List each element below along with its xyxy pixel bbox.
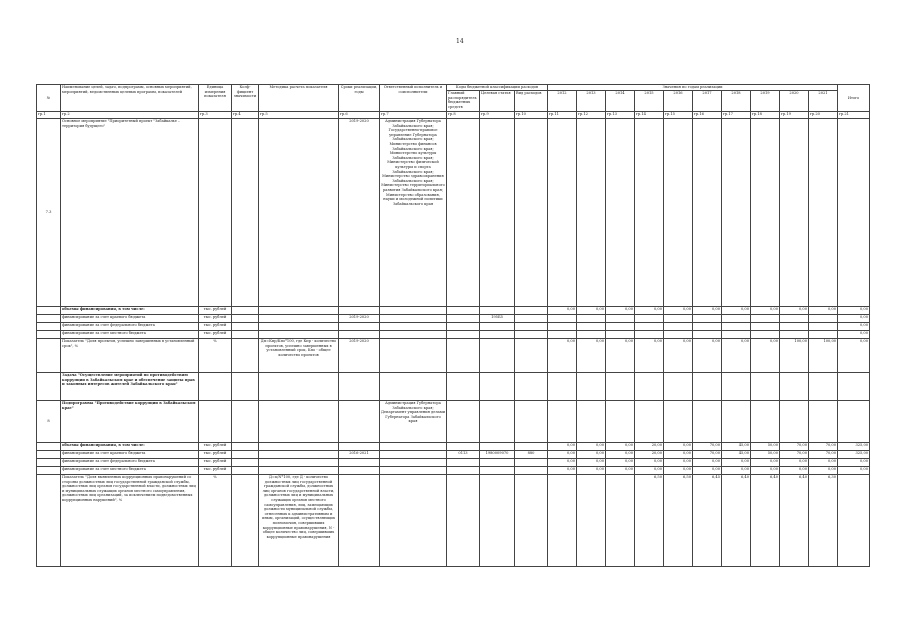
row-number: 8	[37, 401, 61, 443]
column-number: гр.14	[635, 112, 664, 119]
financing-value: 0,00	[606, 307, 635, 315]
financing-value: 0,00	[664, 467, 693, 475]
financing-name: финансирование за счет краевого бюджета	[61, 451, 199, 459]
financing-value	[722, 315, 751, 323]
column-number: гр.8	[447, 112, 480, 119]
empty-cell	[259, 323, 339, 331]
indicator-value: 0,00	[635, 339, 664, 373]
subprogram-name: Подпрограмма "Противодействие коррупции в Забайкальском крае"	[61, 401, 199, 443]
header-coef: Коэф-фициент значимости	[232, 85, 259, 112]
financing-total: 0,00	[838, 467, 870, 475]
column-numbers-row	[37, 112, 870, 119]
financing-row	[37, 451, 870, 459]
financing-value: 0,00	[693, 459, 722, 467]
financing-block-2	[37, 443, 870, 475]
column-number: гр.20	[809, 112, 838, 119]
financing-value: 70,00	[693, 443, 722, 451]
financing-value: 0,00	[606, 443, 635, 451]
column-number: гр.6	[339, 112, 380, 119]
program-table	[36, 84, 870, 567]
financing-value: 45,00	[722, 443, 751, 451]
financing-code	[447, 459, 480, 467]
indicator-name: Показатель "Доля выявленных коррупционных правонарушений со стороны должностных лиц государственной гражданской службы, должностных лиц органов государственной власти, должностных лиц и муниципальных служащих органов местного самоуправления, должностных лиц организаций, за исключением подведомственных коррупционных нарушений", %	[61, 475, 199, 567]
indicator-value	[548, 475, 577, 567]
indicator-value: 6,45	[693, 475, 722, 567]
financing-value	[751, 331, 780, 339]
subprogram-row	[37, 401, 870, 443]
column-number: гр.9	[480, 112, 515, 119]
indicator-total: 0,00	[838, 339, 870, 373]
financing-value: 0,00	[722, 307, 751, 315]
financing-unit: тыс. рублей	[199, 459, 232, 467]
indicator-deadline: 2019-2020	[339, 339, 380, 373]
financing-value: 0,00	[606, 467, 635, 475]
indicator-value: 0,00	[577, 339, 606, 373]
empty-cell	[232, 307, 259, 315]
financing-unit: тыс. рублей	[199, 323, 232, 331]
row-number: 7.3	[37, 119, 61, 307]
financing-value: 0,00	[635, 467, 664, 475]
financing-deadline	[339, 307, 380, 315]
financing-value	[722, 323, 751, 331]
financing-row	[37, 331, 870, 339]
column-number: гр.16	[693, 112, 722, 119]
empty-cell	[232, 323, 259, 331]
financing-value	[664, 323, 693, 331]
financing-name: финансирование за счет федерального бюджета	[61, 323, 199, 331]
financing-value: 0,00	[722, 459, 751, 467]
financing-value	[780, 331, 809, 339]
financing-code: 195Б5	[480, 315, 515, 323]
header-year: 2020	[780, 91, 809, 112]
column-number: гр.1	[37, 112, 61, 119]
financing-total: 0,00	[838, 315, 870, 323]
empty-cell	[232, 315, 259, 323]
financing-code	[480, 459, 515, 467]
financing-value: 45,00	[722, 451, 751, 459]
subprogram-responsible: Администрация Губернатора Забайкальского края; Департамент управления делами Губернатора Забайкальского края	[380, 401, 447, 443]
indicator-total	[838, 475, 870, 567]
financing-code	[515, 467, 548, 475]
financing-unit: тыс. рублей	[199, 451, 232, 459]
financing-total: 325,00	[838, 443, 870, 451]
financing-code: 1980009070	[480, 451, 515, 459]
column-number: гр.15	[664, 112, 693, 119]
financing-value: 0,00	[577, 443, 606, 451]
activity-name: Основное мероприятие "Приоритетный проект "Забайкалье – территория будущего"	[61, 119, 199, 307]
task-row	[37, 373, 870, 401]
column-number: гр.12	[577, 112, 606, 119]
financing-code	[515, 459, 548, 467]
header-total: Итого	[838, 85, 870, 112]
empty-cell	[259, 315, 339, 323]
empty-cell	[259, 331, 339, 339]
financing-unit: тыс. рублей	[199, 443, 232, 451]
financing-value: 0,00	[577, 307, 606, 315]
financing-row	[37, 307, 870, 315]
financing-value: 0,00	[693, 307, 722, 315]
financing-name: объемы финансирования, в том числе:	[61, 443, 199, 451]
financing-deadline: 2016-2021	[339, 451, 380, 459]
financing-value: 0,00	[780, 307, 809, 315]
header-code-col: Целевая статья	[480, 91, 515, 112]
financing-value	[809, 323, 838, 331]
financing-value	[548, 323, 577, 331]
financing-value	[577, 331, 606, 339]
column-number: гр.21	[838, 112, 870, 119]
financing-code	[515, 323, 548, 331]
header-years-group: Значения по годам реализации	[548, 85, 838, 91]
financing-value	[577, 323, 606, 331]
indicator-value: 0,00	[548, 339, 577, 373]
financing-name: финансирование за счет краевого бюджета	[61, 315, 199, 323]
indicator-value: 100,00	[780, 339, 809, 373]
financing-value: 0,00	[722, 467, 751, 475]
empty-cell	[37, 331, 61, 339]
indicator-method: Д=n/N*100, где Д - количество должностных лиц государственной гражданской службы, должностных лиц органов государственной власти, должностных лиц и муниципальных служащих органов местного самоуправления, лиц, замещающих должности муниципальной службы, отнесенных к административным и иным, организаций, осуществляющих полномочия, совершивших коррупционные правонарушения, N - общее количество лиц, совершивших коррупционные правонарушения	[259, 475, 339, 567]
financing-value: 0,00	[809, 459, 838, 467]
indicator-row-2	[37, 475, 870, 567]
column-number: гр.13	[606, 112, 635, 119]
financing-value: 50,00	[751, 451, 780, 459]
empty-cell	[380, 451, 447, 459]
financing-code	[447, 307, 480, 315]
financing-value: 0,00	[635, 307, 664, 315]
indicator-value: 6,30	[809, 475, 838, 567]
financing-value: 70,00	[693, 451, 722, 459]
financing-deadline	[339, 331, 380, 339]
empty-cell	[37, 451, 61, 459]
financing-value: 70,00	[809, 451, 838, 459]
financing-value	[548, 331, 577, 339]
financing-value: 0,00	[664, 459, 693, 467]
financing-value	[809, 315, 838, 323]
financing-value: 0,00	[664, 307, 693, 315]
activity-responsible: Администрация Губернатора Забайкальского края; Государственно-правовое управление Губернатора Забайкальского края; Министерство финансов Забайкальского края; Министерство культуры Забайкальского края; Министерство физической культуры и спорта Забайкальского края; Министерство здравоохранения Забайкальского края; Министерство территориального развития Забайкальского края; Министерство образования, науки и молодежной политики Забайкальского края	[380, 119, 447, 307]
financing-row	[37, 443, 870, 451]
header-name: Наименование целей, задач, подпрограмм, основных мероприятий, мероприятий, ведомственных целевых программ, показателей	[61, 85, 199, 112]
column-number: гр.11	[548, 112, 577, 119]
financing-value	[606, 315, 635, 323]
financing-value	[606, 331, 635, 339]
financing-deadline: 2019-2020	[339, 315, 380, 323]
financing-name: финансирование за счет местного бюджета	[61, 467, 199, 475]
empty-cell	[259, 459, 339, 467]
header-year: 2017	[693, 91, 722, 112]
empty-cell	[37, 443, 61, 451]
financing-row	[37, 315, 870, 323]
financing-code	[480, 307, 515, 315]
indicator-unit: %	[199, 339, 232, 373]
financing-value	[751, 323, 780, 331]
empty-cell	[380, 443, 447, 451]
financing-total: 0,00	[838, 459, 870, 467]
row-main-activity	[37, 119, 870, 307]
financing-value	[722, 331, 751, 339]
financing-code	[515, 331, 548, 339]
empty-cell	[37, 459, 61, 467]
financing-code	[447, 331, 480, 339]
header-year: 2018	[722, 91, 751, 112]
header-code-col: Главный распорядитель бюджетных средств	[447, 91, 480, 112]
column-number: гр.7	[380, 112, 447, 119]
financing-value	[693, 315, 722, 323]
header-year: 2016	[664, 91, 693, 112]
financing-value	[606, 323, 635, 331]
header-method: Методика расчета показателя	[259, 85, 339, 112]
activity-deadline: 2019-2020	[339, 119, 380, 307]
header-deadline: Сроки реализации, годы	[339, 85, 380, 112]
financing-code: 880	[515, 451, 548, 459]
financing-value: 70,00	[809, 443, 838, 451]
financing-value	[751, 315, 780, 323]
financing-value: 0,00	[606, 451, 635, 459]
indicator-value: 6,50	[664, 475, 693, 567]
financing-value: 0,00	[548, 459, 577, 467]
empty-cell	[380, 315, 447, 323]
financing-total: 0,00	[838, 307, 870, 315]
empty-cell	[232, 443, 259, 451]
task-name: Задача "Осуществление мероприятий по противодействию коррупции в Забайкальском крае и обеспечение защиты прав и законных интересов жителей Забайкальского края"	[61, 373, 199, 401]
financing-total: 0,00	[838, 331, 870, 339]
financing-value: 20,00	[635, 451, 664, 459]
financing-code: 0113	[447, 451, 480, 459]
financing-value: 0,00	[577, 451, 606, 459]
empty-cell	[380, 467, 447, 475]
financing-value: 0,00	[751, 467, 780, 475]
indicator-value: 0,00	[693, 339, 722, 373]
financing-code	[515, 315, 548, 323]
financing-value	[693, 331, 722, 339]
financing-value: 0,00	[548, 451, 577, 459]
page-number: 14	[456, 38, 464, 45]
financing-code	[447, 443, 480, 451]
financing-unit: тыс. рублей	[199, 331, 232, 339]
financing-deadline	[339, 443, 380, 451]
financing-value	[664, 331, 693, 339]
financing-value: 0,00	[577, 467, 606, 475]
indicator-value: 6,40	[780, 475, 809, 567]
financing-value: 0,00	[780, 459, 809, 467]
financing-value: 0,00	[606, 459, 635, 467]
financing-value: 0,00	[548, 307, 577, 315]
indicator-row-1	[37, 339, 870, 373]
header-no: №	[37, 85, 61, 112]
financing-value: 20,00	[635, 443, 664, 451]
financing-name: финансирование за счет федерального бюджета	[61, 459, 199, 467]
financing-deadline	[339, 323, 380, 331]
header-unit: Единица измерения показателя	[199, 85, 232, 112]
financing-total: 0,00	[838, 323, 870, 331]
financing-value: 0,00	[664, 443, 693, 451]
financing-deadline	[339, 467, 380, 475]
empty-cell	[232, 331, 259, 339]
indicator-value: 0,00	[664, 339, 693, 373]
indicator-value	[577, 475, 606, 567]
financing-unit: тыс. рублей	[199, 467, 232, 475]
indicator-method: Дп=Кпр/Кпо*100, где Кпр - количество проектов, успешно завершенных в установленный срок, Кпо - общее количество проектов	[259, 339, 339, 373]
financing-value	[548, 315, 577, 323]
empty-cell	[37, 323, 61, 331]
empty-cell	[37, 467, 61, 475]
financing-value	[635, 315, 664, 323]
financing-name: финансирование за счет местного бюджета	[61, 331, 199, 339]
header-year: 2012	[548, 91, 577, 112]
empty-cell	[232, 451, 259, 459]
financing-value: 0,00	[664, 451, 693, 459]
column-number: гр.2	[61, 112, 199, 119]
financing-value: 0,00	[751, 307, 780, 315]
header-year: 2013	[577, 91, 606, 112]
empty-cell	[37, 307, 61, 315]
financing-value: 0,00	[577, 459, 606, 467]
financing-block-1	[37, 307, 870, 339]
indicator-value: 0,00	[751, 339, 780, 373]
empty-cell	[259, 451, 339, 459]
financing-value: 0,00	[548, 443, 577, 451]
financing-value: 0,00	[780, 467, 809, 475]
empty-cell	[232, 459, 259, 467]
financing-row	[37, 459, 870, 467]
indicator-value: 0,00	[722, 339, 751, 373]
financing-deadline	[339, 459, 380, 467]
indicator-name: Показатель "Доля проектов, успешно завершенных в установленный срок", %	[61, 339, 199, 373]
financing-value	[693, 323, 722, 331]
financing-unit: тыс. рублей	[199, 315, 232, 323]
indicator-unit: %	[199, 475, 232, 567]
column-number: гр.19	[780, 112, 809, 119]
financing-row	[37, 323, 870, 331]
empty-cell	[380, 331, 447, 339]
empty-cell	[380, 459, 447, 467]
header-codes: Коды бюджетной классификации расходов	[447, 85, 548, 91]
financing-code	[447, 467, 480, 475]
financing-value	[635, 323, 664, 331]
indicator-value: 6,40	[722, 475, 751, 567]
indicator-value: 6,40	[751, 475, 780, 567]
financing-unit: тыс. рублей	[199, 307, 232, 315]
column-number: гр.3	[199, 112, 232, 119]
header-year: 2019	[751, 91, 780, 112]
column-number: гр.18	[751, 112, 780, 119]
financing-code	[515, 307, 548, 315]
indicator-value: 100,00	[809, 339, 838, 373]
financing-code	[480, 467, 515, 475]
financing-code	[447, 323, 480, 331]
column-number: гр.10	[515, 112, 548, 119]
empty-cell	[380, 323, 447, 331]
financing-value: 0,00	[693, 467, 722, 475]
header-year: 2021	[809, 91, 838, 112]
empty-cell	[37, 315, 61, 323]
financing-value: 0,00	[635, 459, 664, 467]
financing-code	[515, 443, 548, 451]
financing-code	[447, 315, 480, 323]
financing-value: 0,00	[809, 307, 838, 315]
financing-value: 0,00	[809, 467, 838, 475]
financing-value	[780, 315, 809, 323]
financing-value: 70,00	[780, 451, 809, 459]
empty-cell	[259, 443, 339, 451]
financing-value	[577, 315, 606, 323]
column-number: гр.4	[232, 112, 259, 119]
financing-value: 50,00	[751, 443, 780, 451]
header-year: 2015	[635, 91, 664, 112]
header-year: 2014	[606, 91, 635, 112]
column-number: гр.5	[259, 112, 339, 119]
financing-value	[635, 331, 664, 339]
financing-name: объемы финансирования, в том числе:	[61, 307, 199, 315]
header-responsible: Ответственный исполнитель и соисполнители	[380, 85, 447, 112]
header-code-col: Вид расходов	[515, 91, 548, 112]
indicator-value: 0,00	[606, 339, 635, 373]
column-number: гр.17	[722, 112, 751, 119]
financing-row	[37, 467, 870, 475]
empty-cell	[232, 467, 259, 475]
financing-value	[664, 315, 693, 323]
financing-value: 0,00	[751, 459, 780, 467]
financing-value: 0,00	[548, 467, 577, 475]
indicator-value	[606, 475, 635, 567]
empty-cell	[259, 307, 339, 315]
financing-value: 70,00	[780, 443, 809, 451]
financing-value	[809, 331, 838, 339]
financing-code	[480, 331, 515, 339]
indicator-value: 6,50	[635, 475, 664, 567]
empty-cell	[259, 467, 339, 475]
financing-value	[780, 323, 809, 331]
financing-code	[480, 443, 515, 451]
financing-total: 325,00	[838, 451, 870, 459]
empty-cell	[380, 307, 447, 315]
financing-code	[480, 323, 515, 331]
